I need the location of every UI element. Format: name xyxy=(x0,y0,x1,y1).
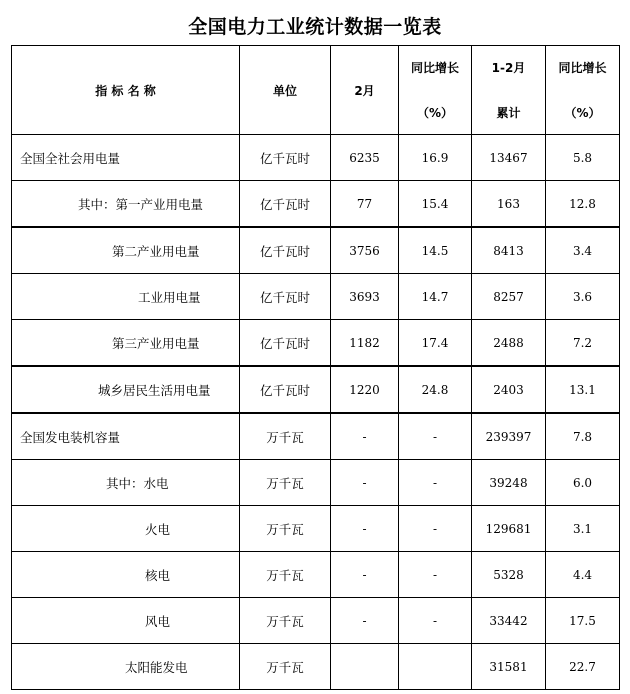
row-unit: 万千瓦 xyxy=(240,644,331,690)
row-name: 全国全社会用电量 xyxy=(12,135,240,181)
row-unit: 万千瓦 xyxy=(240,552,331,598)
row-month-yoy xyxy=(399,644,472,690)
row-cumulative-yoy: 6.0 xyxy=(546,460,620,506)
row-month-value: 3756 xyxy=(331,227,399,274)
row-month-value: 1220 xyxy=(331,366,399,413)
row-month-value: - xyxy=(331,598,399,644)
header-cumulative-top: 1-2月 xyxy=(491,61,526,75)
table-row xyxy=(12,506,620,552)
row-cumulative-value: 239397 xyxy=(472,413,546,460)
header-row xyxy=(12,46,620,135)
header-yoy-cumulative xyxy=(546,46,620,135)
row-cumulative-yoy: 12.8 xyxy=(546,181,620,228)
table-row xyxy=(12,227,620,274)
row-unit: 亿千瓦时 xyxy=(240,227,331,274)
table-row xyxy=(12,366,620,413)
row-month-yoy: 24.8 xyxy=(399,366,472,413)
row-cumulative-value: 8257 xyxy=(472,274,546,320)
row-name: 风电 xyxy=(12,598,240,644)
row-name: 核电 xyxy=(12,552,240,598)
row-month-yoy: 15.4 xyxy=(399,181,472,228)
row-cumulative-value: 2403 xyxy=(472,366,546,413)
row-month-yoy: 17.4 xyxy=(399,320,472,367)
row-cumulative-yoy: 7.2 xyxy=(546,320,620,367)
header-yoy-cumulative-bottom: （%） xyxy=(564,106,601,120)
row-cumulative-value: 2488 xyxy=(472,320,546,367)
header-yoy-month-top: 同比增长 xyxy=(410,61,459,75)
row-cumulative-yoy: 4.4 xyxy=(546,552,620,598)
row-name: 城乡居民生活用电量 xyxy=(12,366,240,413)
row-month-yoy: 16.9 xyxy=(399,135,472,181)
header-unit: 单位 xyxy=(240,46,331,135)
row-cumulative-yoy: 7.8 xyxy=(546,413,620,460)
row-cumulative-yoy: 22.7 xyxy=(546,644,620,690)
row-name: 第二产业用电量 xyxy=(12,227,240,274)
row-unit: 亿千瓦时 xyxy=(240,181,331,228)
header-yoy-month xyxy=(399,46,472,135)
row-cumulative-value: 8413 xyxy=(472,227,546,274)
row-name: 其中：水电 xyxy=(12,460,240,506)
row-cumulative-value: 163 xyxy=(472,181,546,228)
row-month-value: - xyxy=(331,552,399,598)
row-month-yoy: - xyxy=(399,460,472,506)
row-cumulative-yoy: 3.4 xyxy=(546,227,620,274)
row-unit: 万千瓦 xyxy=(240,598,331,644)
row-month-yoy: - xyxy=(399,552,472,598)
row-month-value: - xyxy=(331,413,399,460)
table-row xyxy=(12,320,620,367)
row-unit: 亿千瓦时 xyxy=(240,320,331,367)
row-name: 全国发电装机容量 xyxy=(12,413,240,460)
row-cumulative-yoy: 3.6 xyxy=(546,274,620,320)
row-name: 太阳能发电 xyxy=(12,644,240,690)
row-name: 工业用电量 xyxy=(12,274,240,320)
row-name: 其中：第一产业用电量 xyxy=(12,181,240,228)
row-month-value: - xyxy=(331,506,399,552)
row-cumulative-yoy: 13.1 xyxy=(546,366,620,413)
row-cumulative-value: 31581 xyxy=(472,644,546,690)
row-month-yoy: - xyxy=(399,598,472,644)
row-month-value: 6235 xyxy=(331,135,399,181)
row-unit: 万千瓦 xyxy=(240,506,331,552)
row-unit: 万千瓦 xyxy=(240,413,331,460)
table-row xyxy=(12,460,620,506)
header-cumulative-bottom: 累计 xyxy=(496,106,521,120)
table-row xyxy=(12,552,620,598)
row-month-value: 77 xyxy=(331,181,399,228)
header-name: 指 标 名 称 xyxy=(12,46,240,135)
row-cumulative-yoy: 3.1 xyxy=(546,506,620,552)
table-row xyxy=(12,135,620,181)
row-name: 第三产业用电量 xyxy=(12,320,240,367)
header-yoy-cumulative-top: 同比增长 xyxy=(558,61,607,75)
row-cumulative-yoy: 5.8 xyxy=(546,135,620,181)
row-month-value: 1182 xyxy=(331,320,399,367)
table-row xyxy=(12,413,620,460)
row-month-value: - xyxy=(331,460,399,506)
row-name: 火电 xyxy=(12,506,240,552)
table-row xyxy=(12,181,620,228)
row-unit: 亿千瓦时 xyxy=(240,366,331,413)
row-cumulative-yoy: 17.5 xyxy=(546,598,620,644)
row-cumulative-value: 129681 xyxy=(472,506,546,552)
row-month-yoy: 14.5 xyxy=(399,227,472,274)
statistics-table xyxy=(11,45,620,690)
row-cumulative-value: 33442 xyxy=(472,598,546,644)
row-unit: 亿千瓦时 xyxy=(240,135,331,181)
header-yoy-month-bottom: （%） xyxy=(416,106,454,120)
header-month: 2月 xyxy=(331,46,399,135)
row-month-value: 3693 xyxy=(331,274,399,320)
table-row xyxy=(12,274,620,320)
row-month-value xyxy=(331,644,399,690)
row-cumulative-value: 13467 xyxy=(472,135,546,181)
header-cumulative xyxy=(472,46,546,135)
row-month-yoy: 14.7 xyxy=(399,274,472,320)
row-cumulative-value: 39248 xyxy=(472,460,546,506)
table-row xyxy=(12,598,620,644)
row-month-yoy: - xyxy=(399,413,472,460)
row-cumulative-value: 5328 xyxy=(472,552,546,598)
table-row xyxy=(12,644,620,690)
row-unit: 万千瓦 xyxy=(240,460,331,506)
page-title: 全国电力工业统计数据一览表 xyxy=(188,16,442,38)
row-month-yoy: - xyxy=(399,506,472,552)
row-unit: 亿千瓦时 xyxy=(240,274,331,320)
